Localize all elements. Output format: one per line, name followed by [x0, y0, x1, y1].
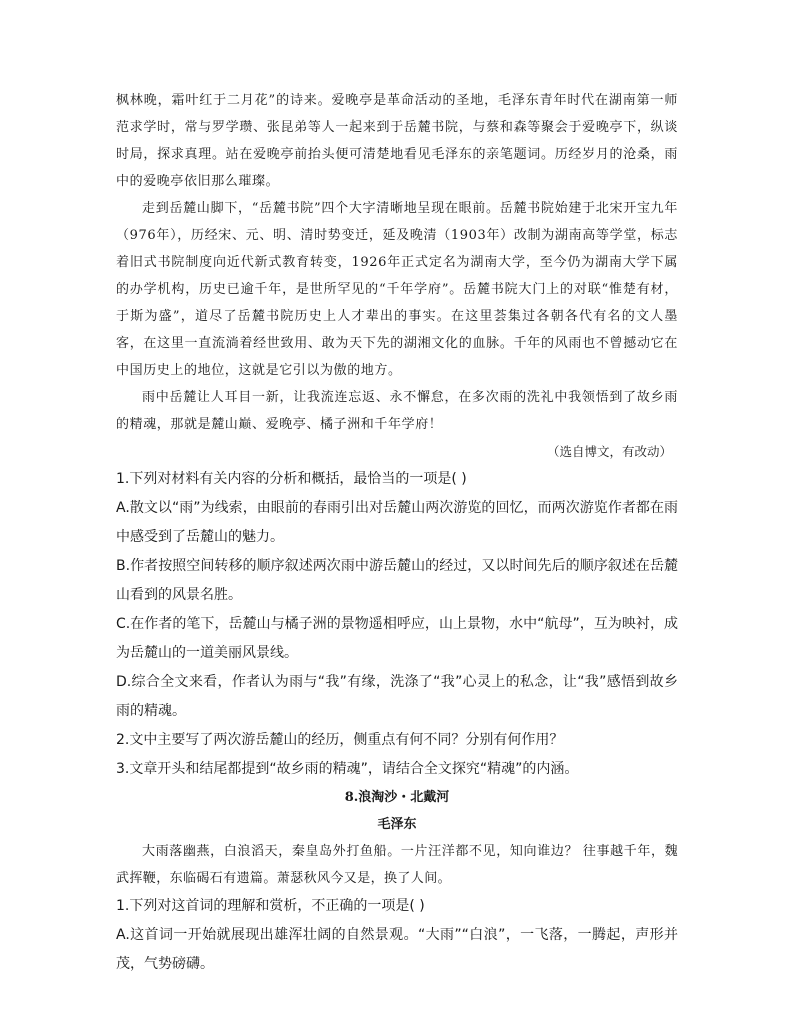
poem-text: 大雨落幽燕，白浪滔天，秦皇岛外打鱼船。一片汪洋都不见，知向谁边？ 往事越千年，魏武挥鞭，东临碣石有遗篇。萧瑟秋风今又是，换了人间。 — [116, 844, 678, 886]
document-page — [116, 88, 678, 979]
passage-paragraph-3: 雨中岳麓让人耳目一新，让我流连忘返、永不懈怠，在多次雨的洗礼中我领悟到了故乡雨的精魂，那就是麓山巅、爱晚亭、橘子洲和千年学府！ — [116, 390, 678, 432]
passage-paragraph-2: 走到岳麓山脚下，“岳麓书院”四个大字清晰地呈现在眼前。岳麓书院始建于北宋开宝九年（976年），历经宋、元、明、清时势变迁，延及晚清（1903年）改制为湖南高等学堂，标志着旧式书院制度向近代新式教育转变，1926年正式定名为湖南大学，至今仍为湖南大学下属的办学机构，历史已逾千年，是世所罕见的“千年学府”。岳麓书院大门上的对联“惟楚有材，于斯为盛”，道尽了岳麓书院历史上人才辈出的事实。在这里荟集过各朝各代有名的文人墨客，在这里一直流淌着经世致用、敢为天下先的湖湘文化的血脉。千年的风雨也不曾撼动它在中国历史上的地位，这就是它引以为傲的地方。 — [116, 201, 678, 378]
question-1-option-d: D.综合全文来看，作者认为雨与“我”有缘，洗涤了“我”心灵上的私念，让“我”感悟到故乡雨的精魂。 — [116, 674, 678, 719]
question-3: 3.文章开头和结尾都提到“故乡雨的精魂”，请结合全文探究“精魂”的内涵。 — [116, 761, 579, 777]
poem-author: 毛泽东 — [377, 817, 417, 832]
poem-question-1-option-a: A.这首词一开始就展现出雄浑壮阔的自然景观。“大雨”“白浪”，一飞落，一腾起，声形并茂，气势磅礴。 — [116, 927, 678, 972]
passage-paragraph-1: 枫林晚，霜叶红于二月花”的诗来。爱晚亭是革命活动的圣地，毛泽东青年时代在湖南第一师范求学时，常与罗学瓒、张昆弟等人一起来到于岳麓书院，与蔡和森等聚会于爱晚亭下，纵谈时局，探求真理。站在爱晚亭前抬头便可清楚地看见毛泽东的亲笔题词。历经岁月的沧桑，雨中的爱晚亭依旧那么璀璨。 — [116, 93, 678, 189]
question-1-option-a: A.散文以“雨”为线索，由眼前的春雨引出对岳麓山两次游览的回忆，而两次游览作者都在雨中感受到了岳麓山的魅力。 — [116, 500, 678, 545]
question-1: 1.下列对材料有关内容的分析和概括，最恰当的一项是( ) — [116, 471, 467, 487]
poem-question-1: 1.下列对这首词的理解和赏析，不正确的一项是( ) — [116, 898, 425, 914]
question-1-option-b: B.作者按照空间转移的顺序叙述两次雨中游岳麓山的经过，又以时间先后的顺序叙述在岳麓山看到的风景名胜。 — [116, 558, 678, 603]
question-2: 2.文中主要写了两次游岳麓山的经历，侧重点有何不同？分别有何作用？ — [116, 732, 564, 748]
question-1-option-c: C.在作者的笔下，岳麓山与橘子洲的景物遥相呼应，山上景物，水中“航母”，互为映衬，成为岳麓山的一道美丽风景线。 — [116, 616, 678, 661]
passage-source: （选自博文，有改动） — [546, 444, 672, 459]
poem-title: 8.浪淘沙・北戴河 — [344, 790, 450, 805]
